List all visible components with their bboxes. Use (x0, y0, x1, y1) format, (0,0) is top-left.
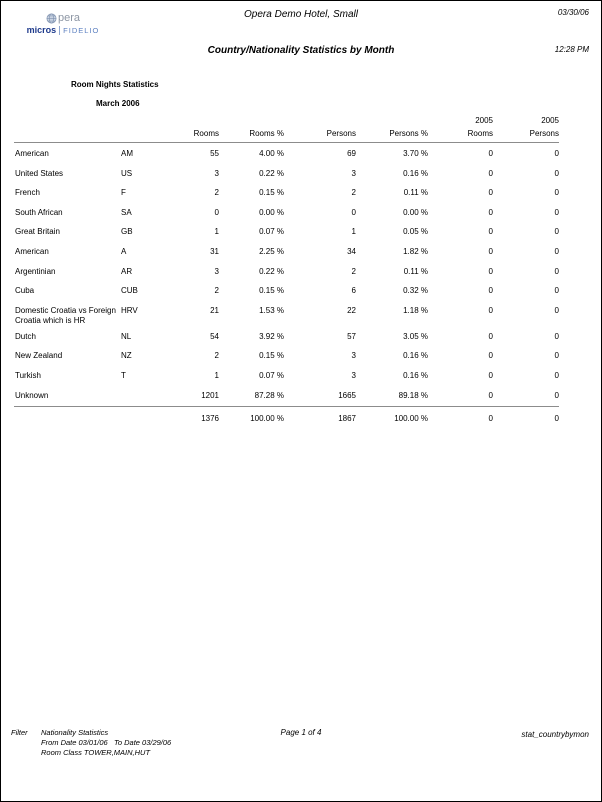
country-name (14, 414, 121, 426)
rooms-cell: 2 (214, 286, 219, 296)
fidelio-text: FIDELIO (63, 25, 100, 35)
rooms-2005-cell: 0 (488, 390, 493, 400)
persons-pct-cell: 89.18 % (398, 390, 428, 400)
opera-wordmark-text: pera (57, 12, 81, 24)
country-name: New Zealand (15, 351, 63, 361)
persons-pct-cell: 0.05 % (403, 227, 428, 237)
country-code: AR (121, 266, 133, 276)
country-code: CUB (121, 286, 138, 296)
persons-2005-cell: 0 (554, 207, 559, 217)
table-row (14, 365, 559, 385)
country-code: GB (121, 227, 133, 237)
country-code: SA (121, 207, 132, 217)
rooms-cell: 1 (214, 227, 219, 237)
persons-pct-cell: 1.82 % (403, 246, 428, 256)
persons-2005-cell: 0 (554, 390, 559, 400)
rooms-pct-cell: 0.15 % (259, 188, 284, 198)
persons-2005-cell: 0 (554, 246, 559, 256)
persons-pct-cell: 1.18 % (403, 305, 428, 315)
persons-pct-cell: 3.70 % (403, 149, 428, 158)
rooms-2005-cell: 0 (488, 331, 493, 341)
rooms-2005-cell: 0 (488, 207, 493, 217)
persons-2005-cell: 0 (554, 188, 559, 198)
table-row (14, 345, 559, 365)
persons-cell: 1 (351, 227, 356, 237)
rooms-2005-cell: 0 (488, 188, 493, 198)
report-title: Country/Nationality Statistics by Month (207, 45, 395, 56)
country-code: T (121, 370, 126, 380)
persons-cell: 57 (347, 331, 356, 341)
country-name: South African (15, 207, 63, 217)
column-header-name (14, 115, 121, 140)
rooms-2005-cell: 0 (488, 149, 493, 158)
logo-divider (59, 26, 60, 35)
persons-2005-cell: 0 (554, 414, 559, 424)
rooms-cell: 21 (210, 305, 219, 315)
rooms-cell: 3 (214, 266, 219, 276)
table-row (14, 221, 559, 241)
country-name: French (15, 188, 40, 198)
table-row (14, 300, 559, 326)
table-row (14, 182, 559, 202)
persons-cell: 1665 (338, 390, 356, 400)
persons-2005-cell: 0 (554, 370, 559, 380)
country-name: Great Britain (15, 227, 60, 237)
column-header-rooms: Rooms (193, 129, 219, 138)
persons-pct-cell: 0.00 % (403, 207, 428, 217)
country-name: American (15, 246, 49, 256)
table-row (14, 385, 559, 405)
persons-cell: 2 (351, 266, 356, 276)
rooms-cell: 3 (214, 168, 219, 178)
country-name: Dutch (15, 331, 36, 341)
persons-cell: 3 (351, 351, 356, 361)
rooms-pct-cell: 4.00 % (259, 149, 284, 158)
rooms-cell: 0 (214, 207, 219, 217)
section-month: March 2006 (96, 99, 140, 108)
persons-cell: 6 (351, 286, 356, 296)
table-row (14, 326, 559, 346)
persons-pct-cell: 0.11 % (403, 188, 428, 198)
report-date: 03/30/06 (557, 8, 589, 17)
section-title: Room Nights Statistics (71, 80, 159, 89)
table-row (14, 202, 559, 222)
rooms-pct-cell: 2.25 % (259, 246, 284, 256)
rooms-2005-cell: 0 (488, 305, 493, 315)
rooms-cell: 1376 (201, 414, 219, 424)
hotel-name: Opera Demo Hotel, Small (244, 9, 358, 20)
persons-2005-cell: 0 (554, 305, 559, 315)
report-time: 12:28 PM (554, 45, 589, 54)
country-name: Argentinian (15, 266, 56, 276)
column-header-persons-pct: Persons % (389, 129, 428, 138)
rooms-2005-cell: 0 (488, 414, 493, 424)
table-row (14, 280, 559, 300)
persons-cell: 1867 (338, 414, 356, 424)
rooms-pct-cell: 0.15 % (259, 286, 284, 296)
persons-2005-cell: 0 (554, 266, 559, 276)
rooms-cell: 1 (214, 370, 219, 380)
persons-cell: 0 (351, 207, 356, 217)
report-file-name: stat_countrybymon (521, 730, 589, 739)
country-name: American (15, 149, 49, 158)
rooms-pct-cell: 0.07 % (259, 370, 284, 380)
country-code: NL (121, 331, 132, 341)
country-code: US (121, 168, 133, 178)
rooms-cell: 2 (214, 188, 219, 198)
rooms-pct-cell: 0.15 % (259, 351, 284, 361)
country-code: AM (121, 149, 133, 158)
rooms-2005-cell: 0 (488, 370, 493, 380)
persons-cell: 3 (351, 370, 356, 380)
rooms-pct-cell: 0.22 % (259, 168, 284, 178)
table-row (14, 163, 559, 183)
rooms-cell: 31 (210, 246, 219, 256)
column-header-persons: Persons (326, 129, 356, 138)
persons-2005-cell: 0 (554, 286, 559, 296)
column-header-2005-rooms: 2005 Rooms (467, 116, 493, 138)
table-body (14, 143, 559, 404)
persons-cell: 2 (351, 188, 356, 198)
rooms-2005-cell: 0 (488, 227, 493, 237)
table-totals-row (14, 406, 559, 426)
persons-cell: 22 (347, 305, 356, 315)
rooms-pct-cell: 1.53 % (259, 305, 284, 315)
persons-pct-cell: 0.16 % (403, 168, 428, 178)
rooms-cell: 2 (214, 351, 219, 361)
rooms-2005-cell: 0 (488, 286, 493, 296)
persons-cell: 69 (347, 149, 356, 158)
persons-cell: 3 (351, 168, 356, 178)
persons-cell: 34 (347, 246, 356, 256)
persons-pct-cell: 0.16 % (403, 370, 428, 380)
persons-pct-cell: 0.32 % (403, 286, 428, 296)
country-code: F (121, 188, 126, 198)
country-code (121, 391, 164, 405)
persons-2005-cell: 0 (554, 351, 559, 361)
rooms-2005-cell: 0 (488, 168, 493, 178)
column-header-rooms-pct: Rooms % (249, 129, 284, 138)
persons-pct-cell: 3.05 % (403, 331, 428, 341)
statistics-table (14, 111, 559, 426)
persons-2005-cell: 0 (554, 149, 559, 158)
filter-label: Filter (11, 728, 28, 737)
rooms-2005-cell: 0 (488, 351, 493, 361)
micros-fidelio-wordmark (19, 25, 107, 35)
persons-pct-cell: 0.11 % (403, 266, 428, 276)
persons-2005-cell: 0 (554, 168, 559, 178)
country-code: HRV (121, 305, 138, 315)
rooms-cell: 54 (210, 331, 219, 341)
country-name: Unknown (15, 390, 49, 400)
table-header (14, 111, 559, 143)
table-row (14, 143, 559, 163)
country-code: A (121, 246, 127, 256)
country-name: Cuba (15, 286, 35, 296)
filter-line-room-class: Room Class TOWER,MAIN,HUT (41, 748, 151, 757)
persons-2005-cell: 0 (554, 227, 559, 237)
rooms-cell: 1201 (201, 390, 219, 400)
persons-2005-cell: 0 (554, 331, 559, 341)
column-header-code (121, 115, 164, 140)
country-code: NZ (121, 351, 132, 361)
rooms-pct-cell: 3.92 % (259, 331, 284, 341)
table-row (14, 261, 559, 281)
table-totals-container (14, 406, 559, 426)
country-name: United States (15, 168, 64, 178)
filter-line-date-range: From Date 03/01/06 To Date 03/29/06 (41, 738, 172, 747)
country-name: Domestic Croatia vs Foreign Croatia which is HR (15, 305, 116, 325)
rooms-2005-cell: 0 (488, 246, 493, 256)
column-header-2005-persons: 2005 Persons (529, 116, 559, 138)
rooms-pct-cell: 100.00 % (250, 414, 284, 424)
rooms-pct-cell: 0.00 % (259, 207, 284, 217)
country-code (121, 414, 164, 426)
rooms-pct-cell: 87.28 % (254, 390, 284, 400)
page-number: Page 1 of 4 (280, 728, 322, 737)
rooms-pct-cell: 0.07 % (259, 227, 284, 237)
rooms-2005-cell: 0 (488, 266, 493, 276)
persons-pct-cell: 0.16 % (403, 351, 428, 361)
persons-pct-cell: 100.00 % (394, 414, 428, 424)
filter-line-report-name: Nationality Statistics (41, 728, 109, 737)
country-name: Turkish (15, 370, 41, 380)
micros-text: micros (26, 25, 57, 35)
rooms-pct-cell: 0.22 % (259, 266, 284, 276)
table-row (14, 241, 559, 261)
rooms-cell: 55 (210, 149, 219, 158)
